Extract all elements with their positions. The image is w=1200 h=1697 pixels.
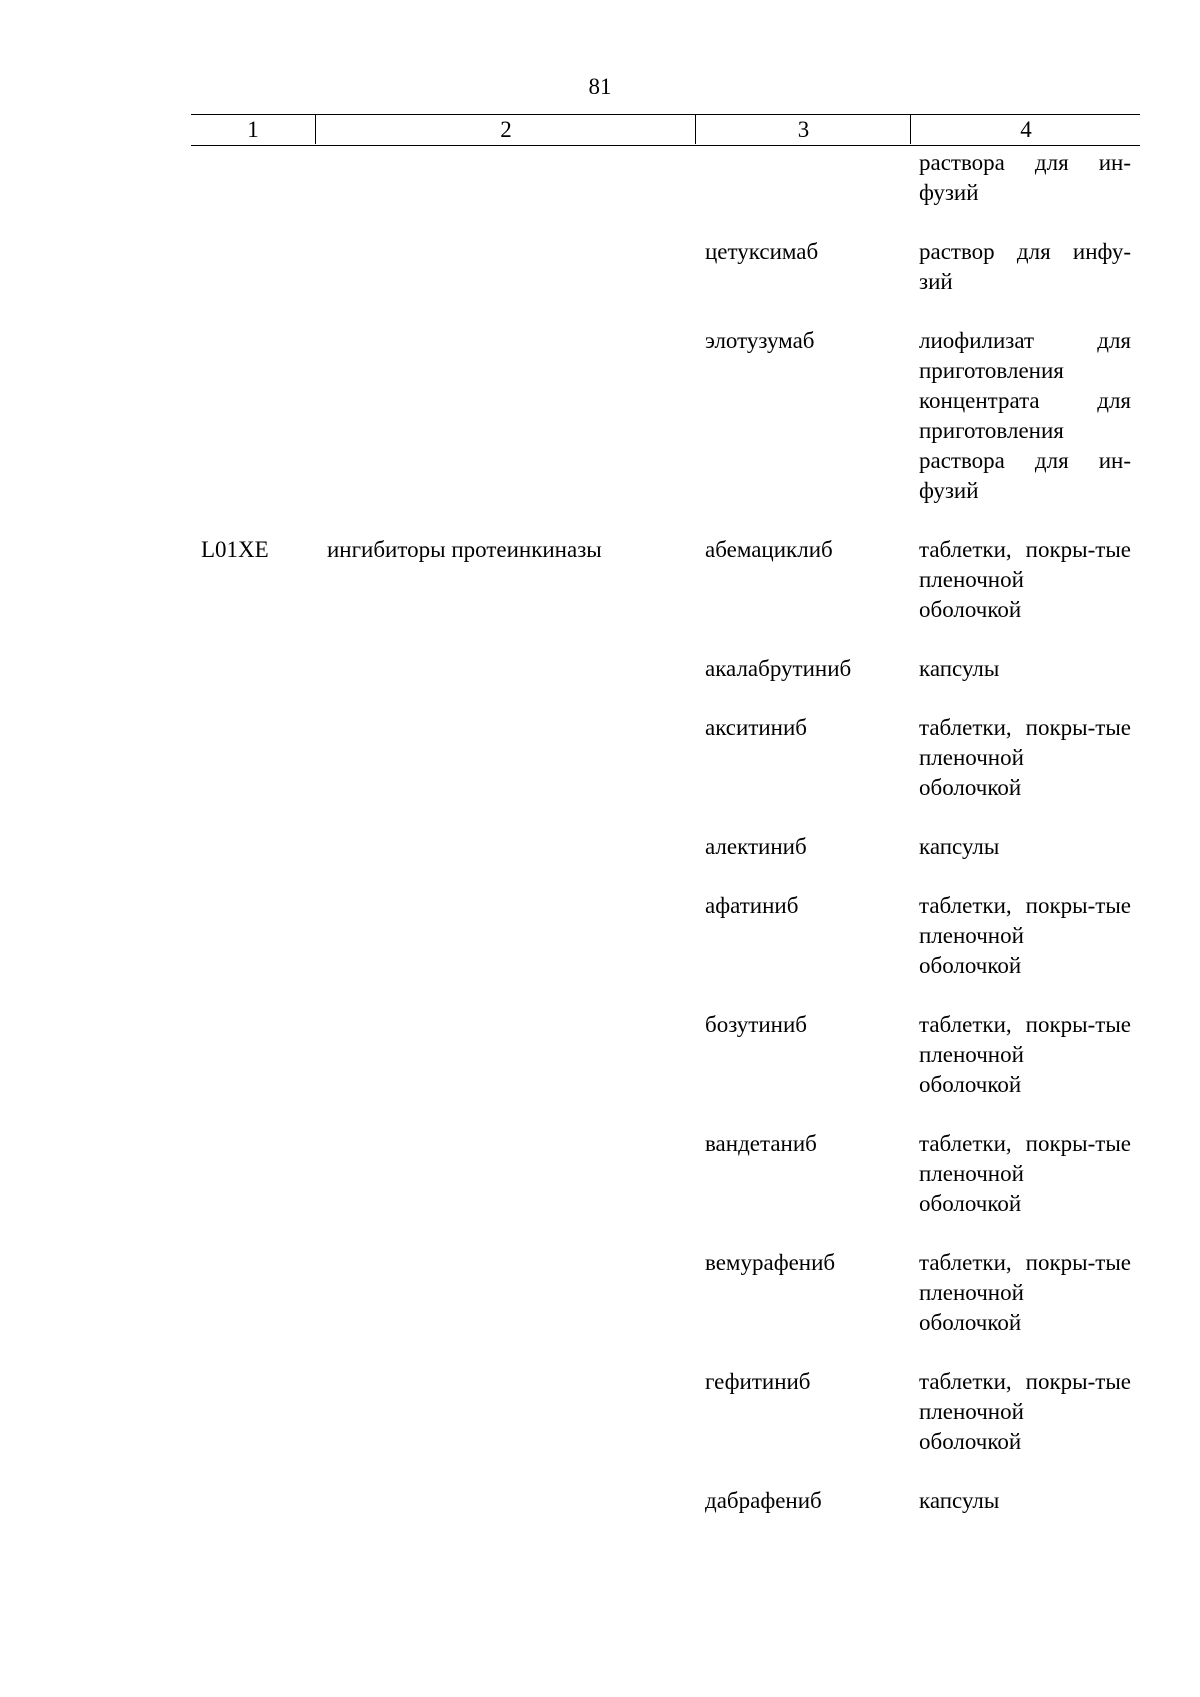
drug-name: бозутиниб	[705, 1012, 807, 1037]
table-row	[191, 237, 1140, 297]
drug-name: дабрафениб	[705, 1488, 822, 1513]
drug-name: алектиниб	[705, 834, 807, 859]
dosage-form: таблетки, покры-тые пленочной оболочкой	[919, 1131, 1131, 1216]
drug-name: акситиниб	[705, 715, 808, 740]
table-header	[191, 114, 1140, 146]
dosage-form: капсулы	[919, 656, 1000, 681]
dosage-form: таблетки, покры-тые пленочной оболочкой	[919, 893, 1131, 978]
drug-name: вандетаниб	[705, 1131, 817, 1156]
table-row	[191, 1010, 1140, 1100]
drug-name: вемурафениб	[705, 1250, 836, 1275]
table-row	[191, 326, 1140, 506]
dosage-form: таблетки, покры-тые пленочной оболочкой	[919, 1012, 1131, 1097]
table-row	[191, 1486, 1140, 1516]
table-row	[191, 832, 1140, 862]
dosage-form: таблетки, покры-тые пленочной оболочкой	[919, 537, 1131, 622]
drug-name: элотузумаб	[705, 328, 815, 353]
table-row	[191, 713, 1140, 803]
atc-code: L01XE	[201, 537, 269, 562]
header-col-2: 2	[315, 115, 696, 144]
table-row	[191, 148, 1140, 208]
drug-name: абемациклиб	[705, 537, 833, 562]
table-row	[191, 1248, 1140, 1338]
table-row	[191, 1367, 1140, 1457]
page-number: 81	[588, 74, 612, 99]
drug-name: цетуксимаб	[705, 239, 819, 264]
dosage-form: лиофилизат для приготовления концентрата для приготовления раствора для ин-фузий	[919, 328, 1131, 503]
dosage-form: раствора для ин-фузий	[919, 150, 1131, 205]
table-body	[191, 148, 1140, 1516]
dosage-form: таблетки, покры-тые пленочной оболочкой	[919, 1369, 1131, 1454]
dosage-form: капсулы	[919, 834, 1000, 859]
group-name: ингибиторы протеинкиназы	[327, 537, 602, 562]
table-row	[191, 535, 1140, 625]
dosage-form: капсулы	[919, 1488, 1000, 1513]
table-row	[191, 891, 1140, 981]
drug-name: афатиниб	[705, 893, 799, 918]
table-row	[191, 1129, 1140, 1219]
dosage-form: таблетки, покры-тые пленочной оболочкой	[919, 715, 1131, 800]
table-row	[191, 654, 1140, 684]
dosage-form: таблетки, покры-тые пленочной оболочкой	[919, 1250, 1131, 1335]
dosage-form: раствор для инфу-зий	[919, 239, 1131, 294]
header-col-3: 3	[695, 115, 911, 144]
drug-name: гефитиниб	[705, 1369, 811, 1394]
header-col-4: 4	[910, 115, 1141, 144]
header-col-1: 1	[247, 117, 259, 142]
drug-name: акалабрутиниб	[705, 656, 852, 681]
